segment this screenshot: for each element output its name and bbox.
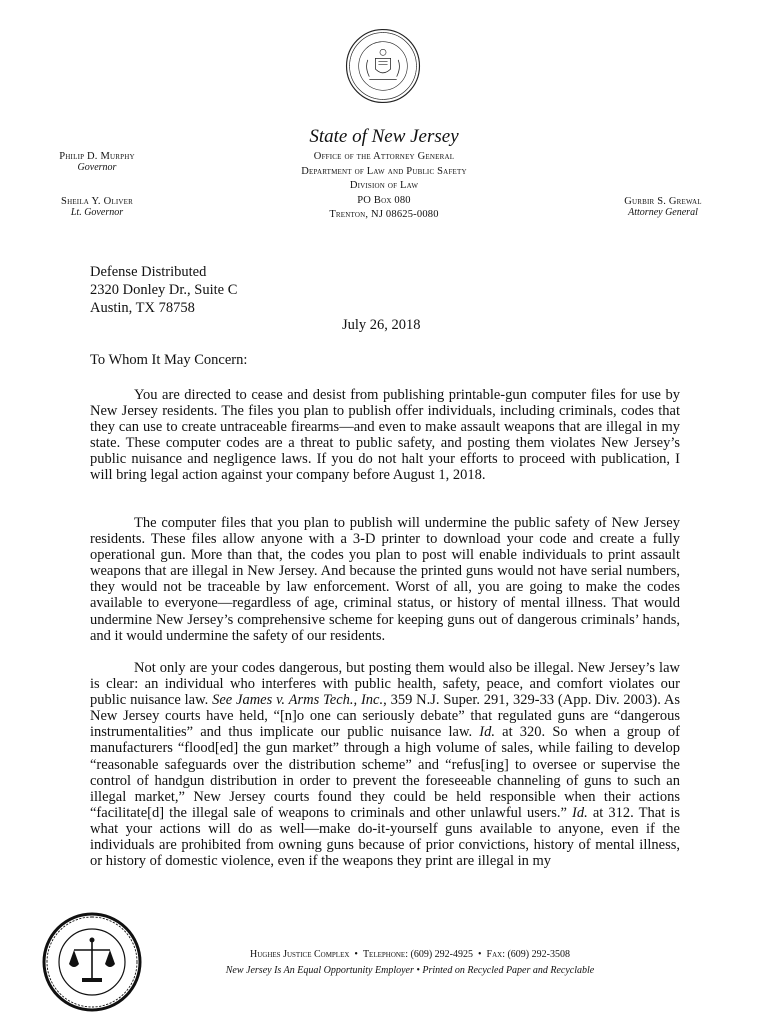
- id-citation: Id.: [572, 804, 588, 821]
- footer-fax: (609) 292-3508: [507, 949, 570, 960]
- governor-block: [22, 151, 172, 173]
- governor-title: Governor: [77, 162, 117, 173]
- lt-governor-name: Sheila Y. Oliver: [61, 196, 133, 207]
- paragraph-3-text-c: at 320. So when a group of manufacturers “flood[ed] the gun market” through a high volume of sales, while failing to develop “reasonable safeguards over the distribution scheme” and “refus[ing] to oversee or supervise the control of handgun distribution in order to prevent the foreseeable channeling of guns to such an illegal market,” New Jersey courts found they could be held responsible when their actions “facilitate[d] the illegal sale of weapons to criminals and other unlawful users.”: [90, 724, 680, 821]
- footer-notice: New Jersey Is An Equal Opportunity Employer • Printed on Recycled Paper and Recyclable: [225, 965, 595, 976]
- case-citation: See James v. Arms Tech., Inc.: [212, 692, 384, 709]
- id-citation: Id.: [479, 724, 496, 741]
- attorney-general-title: Attorney General: [628, 207, 698, 218]
- footer-contact: Hughes Justice Complex • Telephone: (609) 292-4925 • Fax: (609) 292-3508: [250, 949, 570, 960]
- paragraph-3-text-b: , 359 N.J. Super. 291, 329-33 (App. Div. 2003). As New Jersey courts have held, “[n]o one can seriously debate” that regulated guns are “dangerous instrumentalities” and thus implicate our public nuisance law.: [90, 692, 680, 741]
- footer-fax-label: Fax:: [486, 949, 505, 960]
- attorney-general-seal-icon: [42, 912, 142, 1012]
- footer-telephone-label: Telephone:: [362, 949, 408, 960]
- paragraph-3-text-d: at 312. That is what your actions will do as well—make do-it-yourself guns available to anyone, even if the individuals are prohibited from owning guns because of prior convictions, history of mental illness, or history of domestic violence, even if the weapons they print are illegal in my: [90, 804, 680, 870]
- footer-building: Hughes Justice Complex: [250, 949, 350, 960]
- footer-telephone: (609) 292-4925: [410, 949, 473, 960]
- city-line: Trenton, NJ 08625-0080: [329, 209, 439, 221]
- recipient-line3: Austin, TX 78758: [90, 300, 195, 317]
- po-box: PO Box 080: [357, 194, 411, 206]
- office-name: Office of the Attorney General: [313, 151, 455, 162]
- lt-governor-title: Lt. Governor: [70, 207, 124, 218]
- division-name: Division of Law: [349, 180, 419, 192]
- state-title: State of New Jersey: [309, 126, 459, 147]
- salutation: To Whom It May Concern:: [90, 352, 248, 368]
- state-seal-icon: [345, 28, 421, 104]
- paragraph-3-text-a: Not only are your codes dangerous, but posting them would also be illegal. New Jersey’s law is clear: an individual who interferes with public health, safety, peace, and comfort violates our public nuisance law.: [90, 660, 680, 709]
- office-address-block: [234, 150, 534, 223]
- recipient-line2: 2320 Donley Dr., Suite C: [90, 282, 238, 299]
- governor-name: Philip D. Murphy: [59, 151, 135, 162]
- lt-governor-block: [22, 196, 172, 218]
- attorney-general-block: [588, 196, 738, 218]
- paragraph-1: You are directed to cease and desist from publishing printable-gun computer files for use by New Jersey residents. The files you plan to publish offer individuals, including criminals, codes that they can use to create untraceable firearms—and even to make assault weapons that are illegal in my state. These computer codes are a threat to public safety, and posting them violates New Jersey’s public nuisance and negligence laws. If you do not halt your efforts to proceed with publication, I will bring legal action against your company before August 1, 2018.: [90, 387, 680, 484]
- letter-date: July 26, 2018: [342, 317, 421, 333]
- recipient-address: [90, 263, 237, 318]
- paragraph-3: [90, 660, 680, 869]
- department-name: Department of Law and Public Safety: [301, 165, 467, 177]
- attorney-general-name: Gurbir S. Grewal: [624, 196, 702, 207]
- recipient-line1: Defense Distributed: [90, 264, 207, 280]
- paragraph-2: The computer files that you plan to publish will undermine the public safety of New Jersey residents. These files allow anyone with a 3-D printer to download your code and create a fully operational gun. More than that, the codes you plan to post will enable individuals to print assault weapons that are illegal in New Jersey. And because the printed guns would not have serial numbers, they would not be traceable by law enforcement. Worst of all, you are going to make the codes available to everyone—regardless of age, criminal status, or history of mental illness. That would undermine New Jersey’s comprehensive scheme for keeping guns out of dangerous criminals’ hands, and it would undermine the safety of our residents.: [90, 515, 680, 644]
